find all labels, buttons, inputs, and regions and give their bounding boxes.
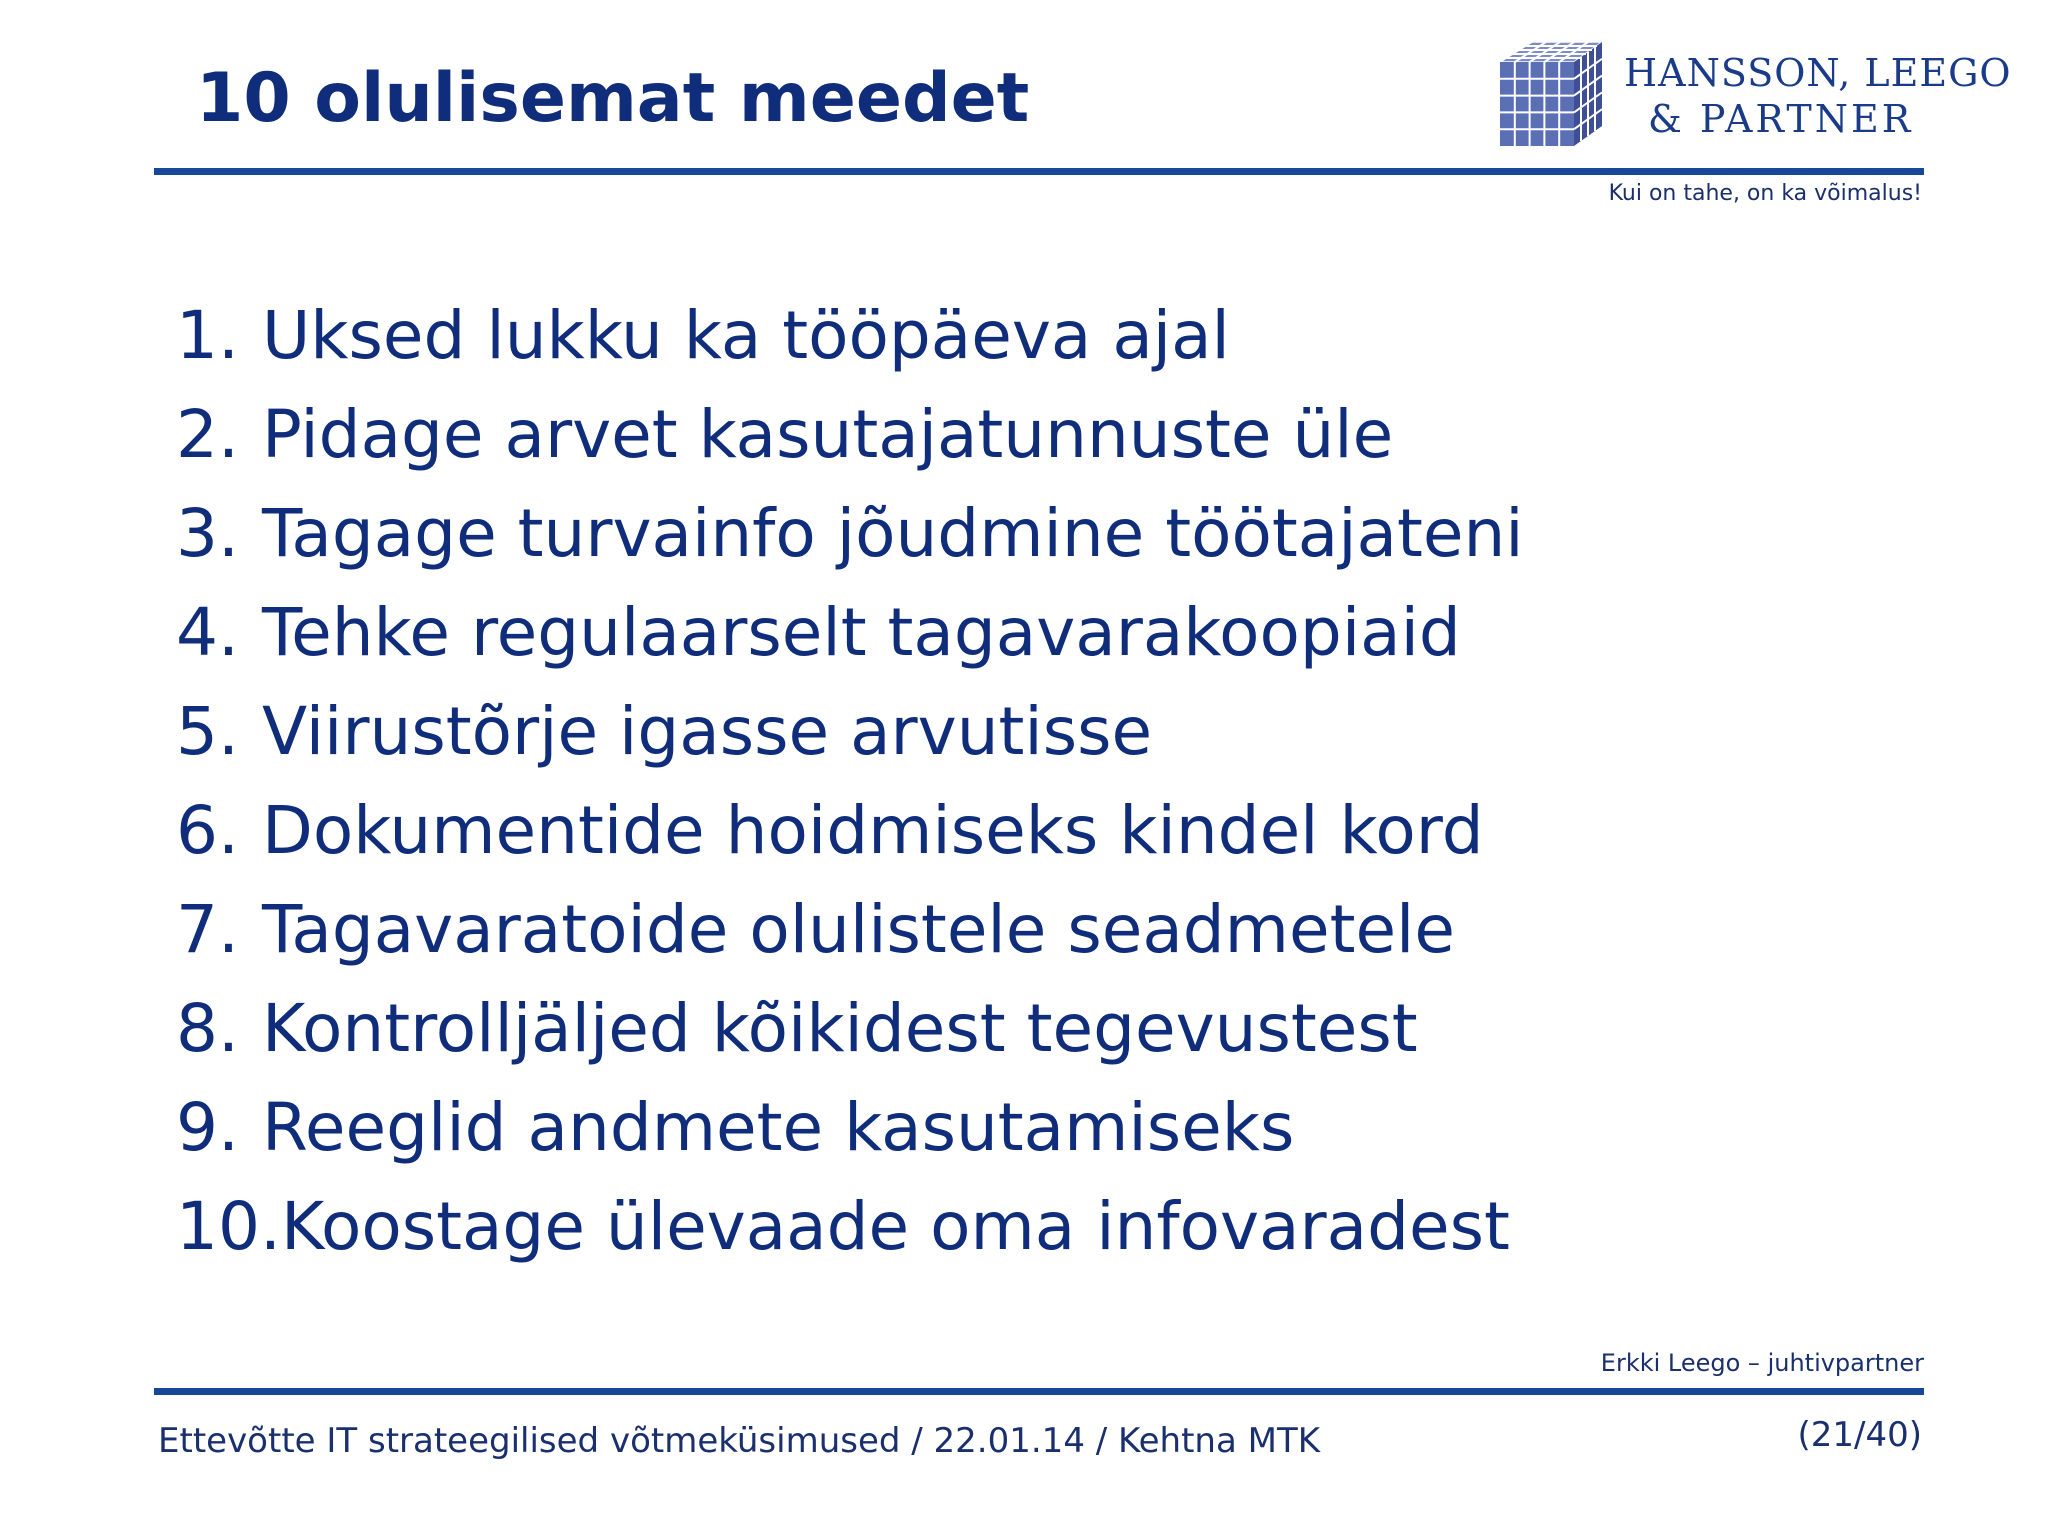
list-item-number: 6. [176, 792, 239, 869]
logo-text-line2: & PARTNER [1648, 97, 1914, 141]
list-item [176, 484, 1524, 583]
cube-grid-logo-icon [1486, 42, 1602, 150]
header-divider [154, 168, 1924, 175]
measures-list [176, 286, 1524, 1276]
list-item-text: Reeglid andmete kasutamiseks [262, 1089, 1295, 1166]
list-item-number: 8. [176, 990, 239, 1067]
list-item [176, 781, 1524, 880]
list-item-text: Dokumentide hoidmiseks kindel kord [262, 792, 1484, 869]
list-item-text: Pidage arvet kasutajatunnuste üle [262, 396, 1394, 473]
slogan: Kui on tahe, on ka võimalus! [1608, 181, 1922, 206]
page-number: (21/40) [1797, 1415, 1922, 1455]
company-logo [1486, 42, 2012, 152]
list-item [176, 682, 1524, 781]
list-item [176, 1078, 1524, 1177]
list-item-text: Tagavaratoide olulistele seadmetele [262, 891, 1455, 968]
list-item [176, 979, 1524, 1078]
slide-title: 10 olulisemat meedet [196, 59, 1030, 138]
list-item-text: Viirustõrje igasse arvutisse [262, 693, 1153, 770]
logo-text-line1: HANSSON, LEEGO [1624, 51, 2012, 95]
list-item [176, 583, 1524, 682]
list-item-number: 4. [176, 594, 239, 671]
list-item-number: 2. [176, 396, 239, 473]
footer-divider [154, 1388, 1924, 1395]
list-item-number: 5. [176, 693, 239, 770]
list-item-number: 3. [176, 495, 239, 572]
list-item [176, 880, 1524, 979]
list-item-number: 9. [176, 1089, 239, 1166]
list-item [176, 286, 1524, 385]
list-item [176, 1177, 1524, 1276]
list-item-number: 7. [176, 891, 239, 968]
list-item-number: 10. [176, 1188, 281, 1265]
list-item-text: Tehke regulaarselt tagavarakoopiaid [262, 594, 1461, 671]
list-item-number: 1. [176, 297, 239, 374]
footer-text: Ettevõtte IT strateegilised võtmeküsimused / 22.01.14 / Kehtna MTK [158, 1421, 1321, 1461]
author-credit: Erkki Leego – juhtivpartner [1600, 1349, 1924, 1377]
list-item [176, 385, 1524, 484]
list-item-text: Koostage ülevaade oma infovaradest [280, 1188, 1510, 1265]
list-item-text: Tagage turvainfo jõudmine töötajateni [262, 495, 1524, 572]
list-item-text: Kontrolljäljed kõikidest tegevustest [262, 990, 1418, 1067]
list-item-text: Uksed lukku ka tööpäeva ajal [262, 297, 1230, 374]
